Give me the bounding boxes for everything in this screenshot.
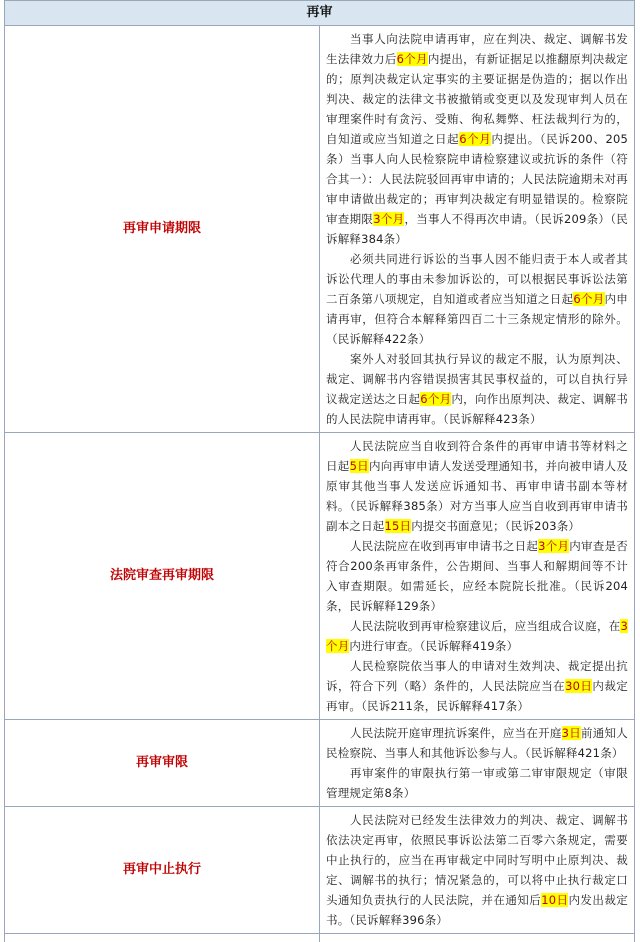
bottom-spacer (5, 934, 320, 942)
section-label-retrial-suspend-execution: 再审中止执行 (5, 807, 320, 934)
highlighted-period: 3个月 (373, 212, 404, 226)
text-segment: 前通知人民检察院、当事人和其他诉讼参与人。（民诉解释421条） (326, 726, 628, 760)
text-segment: 内审查是否符合200条再审条件，公告期间、当事人和解期间等不计入审查期限。如需延长，应经本院院长批准。（民诉204条，民诉解释129条） (326, 539, 628, 613)
section-content (320, 433, 635, 720)
paragraph (326, 349, 628, 429)
text-segment: 人民法院应当自收到符合条件的再审申请书等材料之日起 (326, 439, 628, 473)
table-title: 再审 (5, 1, 635, 26)
paragraph (326, 29, 628, 249)
section-label-retrial-application-period: 再审申请期限 (5, 26, 320, 433)
text-segment: 案外人对驳回其执行异议的裁定不服，认为原判决、裁定、调解书内容错误损害其民事权益的，可以自执行异议裁定送达之日起 (326, 352, 628, 406)
text-segment: 内提出，有新证据足以推翻原判决裁定的；原判决裁定认定事实的主要证据是伪造的；据以作出判决、裁定的法律文书被撤销或变更以及发现审判人员在审理案件时有贪污、受贿、徇私舞弊、枉法裁判行为的，自知道或应当知道之日起 (326, 52, 628, 146)
paragraph (326, 656, 628, 716)
highlighted-period: 6个月 (397, 52, 428, 66)
paragraph (326, 763, 628, 803)
text-segment: 人民检察院依当事人的申请对生效判决、裁定提出抗诉，符合下列（略）条件的，人民法院应当在 (326, 659, 628, 693)
highlighted-period: 6个月 (459, 132, 491, 146)
paragraph (326, 536, 628, 616)
text-segment: 内进行审查。（民诉解释419条） (349, 639, 518, 653)
paragraph (326, 436, 628, 536)
highlighted-period: 6个月 (573, 292, 604, 306)
text-segment: ，当事人不得再次申请。（民诉209条）（民诉解释384条） (326, 212, 628, 246)
text-segment: 内发出裁定书。（民诉解释396条） (326, 893, 628, 927)
text-segment: 当事人向法院申请再审，应在判决、裁定、调解书发生法律效力后 (326, 32, 628, 66)
bottom-spacer (320, 934, 635, 942)
text-segment: 人民法院应在收到再审申请书之日起 (350, 539, 538, 553)
section-content (320, 807, 635, 934)
highlighted-period: 30日 (565, 679, 592, 693)
section-label-court-review-period: 法院审查再审期限 (5, 433, 320, 720)
text-segment: 内，向作出原判决、裁定、调解书的人民法院申请再审。（民诉解释423条） (326, 392, 628, 426)
highlighted-period: 10日 (541, 893, 568, 907)
paragraph (326, 723, 628, 763)
paragraph (326, 249, 628, 349)
text-segment: 再审案件的审限执行第一审或第二审审限规定（审限管理规定第8条） (326, 766, 628, 800)
text-segment: 内提交书面意见；（民诉203条） (411, 519, 580, 533)
text-segment: 内提出。（民诉200、205条）当事人向人民检察院申请检察建议或抗诉的条件（符合其一）：人民法院驳回再审申请的；人民法院逾期未对再审申请做出裁定的；再审判决裁定有明显错误的。检察院审查期限 (326, 132, 628, 226)
highlighted-period: 3日 (562, 726, 581, 740)
text-segment: 内向再审申请人发送受理通知书，并向被申请人及原审其他当事人发送应诉通知书、再审申请书副本等材料。（民诉解释385条）对方当事人应当自收到再审申请书副本之日起 (326, 459, 628, 533)
text-segment: 人民法院收到再审检察建议后，应当组成合议庭，在 (350, 619, 620, 633)
text-segment: 必须共同进行诉讼的当事人因不能归责于本人或者其诉讼代理人的事由未参加诉讼的，可以根据民事诉讼法第二百条第八项规定，自知道或者应当知道之日起 (326, 252, 628, 306)
paragraph (326, 616, 628, 656)
section-content (320, 26, 635, 433)
highlighted-period: 15日 (385, 519, 412, 533)
text-segment: 人民法院对已经发生法律效力的判决、裁定、调解书依法决定再审，依照民事诉讼法第二百零六条规定，需要中止执行的，应当在再审裁定中同时写明中止原判决、裁定、调解书的执行；情况紧急的，可以将中止执行裁定口头通知负责执行的人民法院，并在通知后 (326, 813, 628, 907)
section-content (320, 720, 635, 807)
paragraph (326, 810, 628, 930)
highlighted-period: 3个月 (326, 619, 628, 653)
retrial-table (4, 0, 635, 942)
highlighted-period: 5日 (350, 459, 369, 473)
text-segment: 人民法院开庭审理抗诉案件，应当在开庭 (350, 726, 562, 740)
text-segment: 内裁定再审。（民诉211条，民诉解释417条） (326, 679, 628, 713)
section-label-retrial-time-limit: 再审审限 (5, 720, 320, 807)
highlighted-period: 6个月 (420, 392, 451, 406)
text-segment: 内申请再审，但符合本解释第四百二十三条规定情形的除外。（民诉解释422条） (326, 292, 628, 346)
highlighted-period: 3个月 (538, 539, 569, 553)
